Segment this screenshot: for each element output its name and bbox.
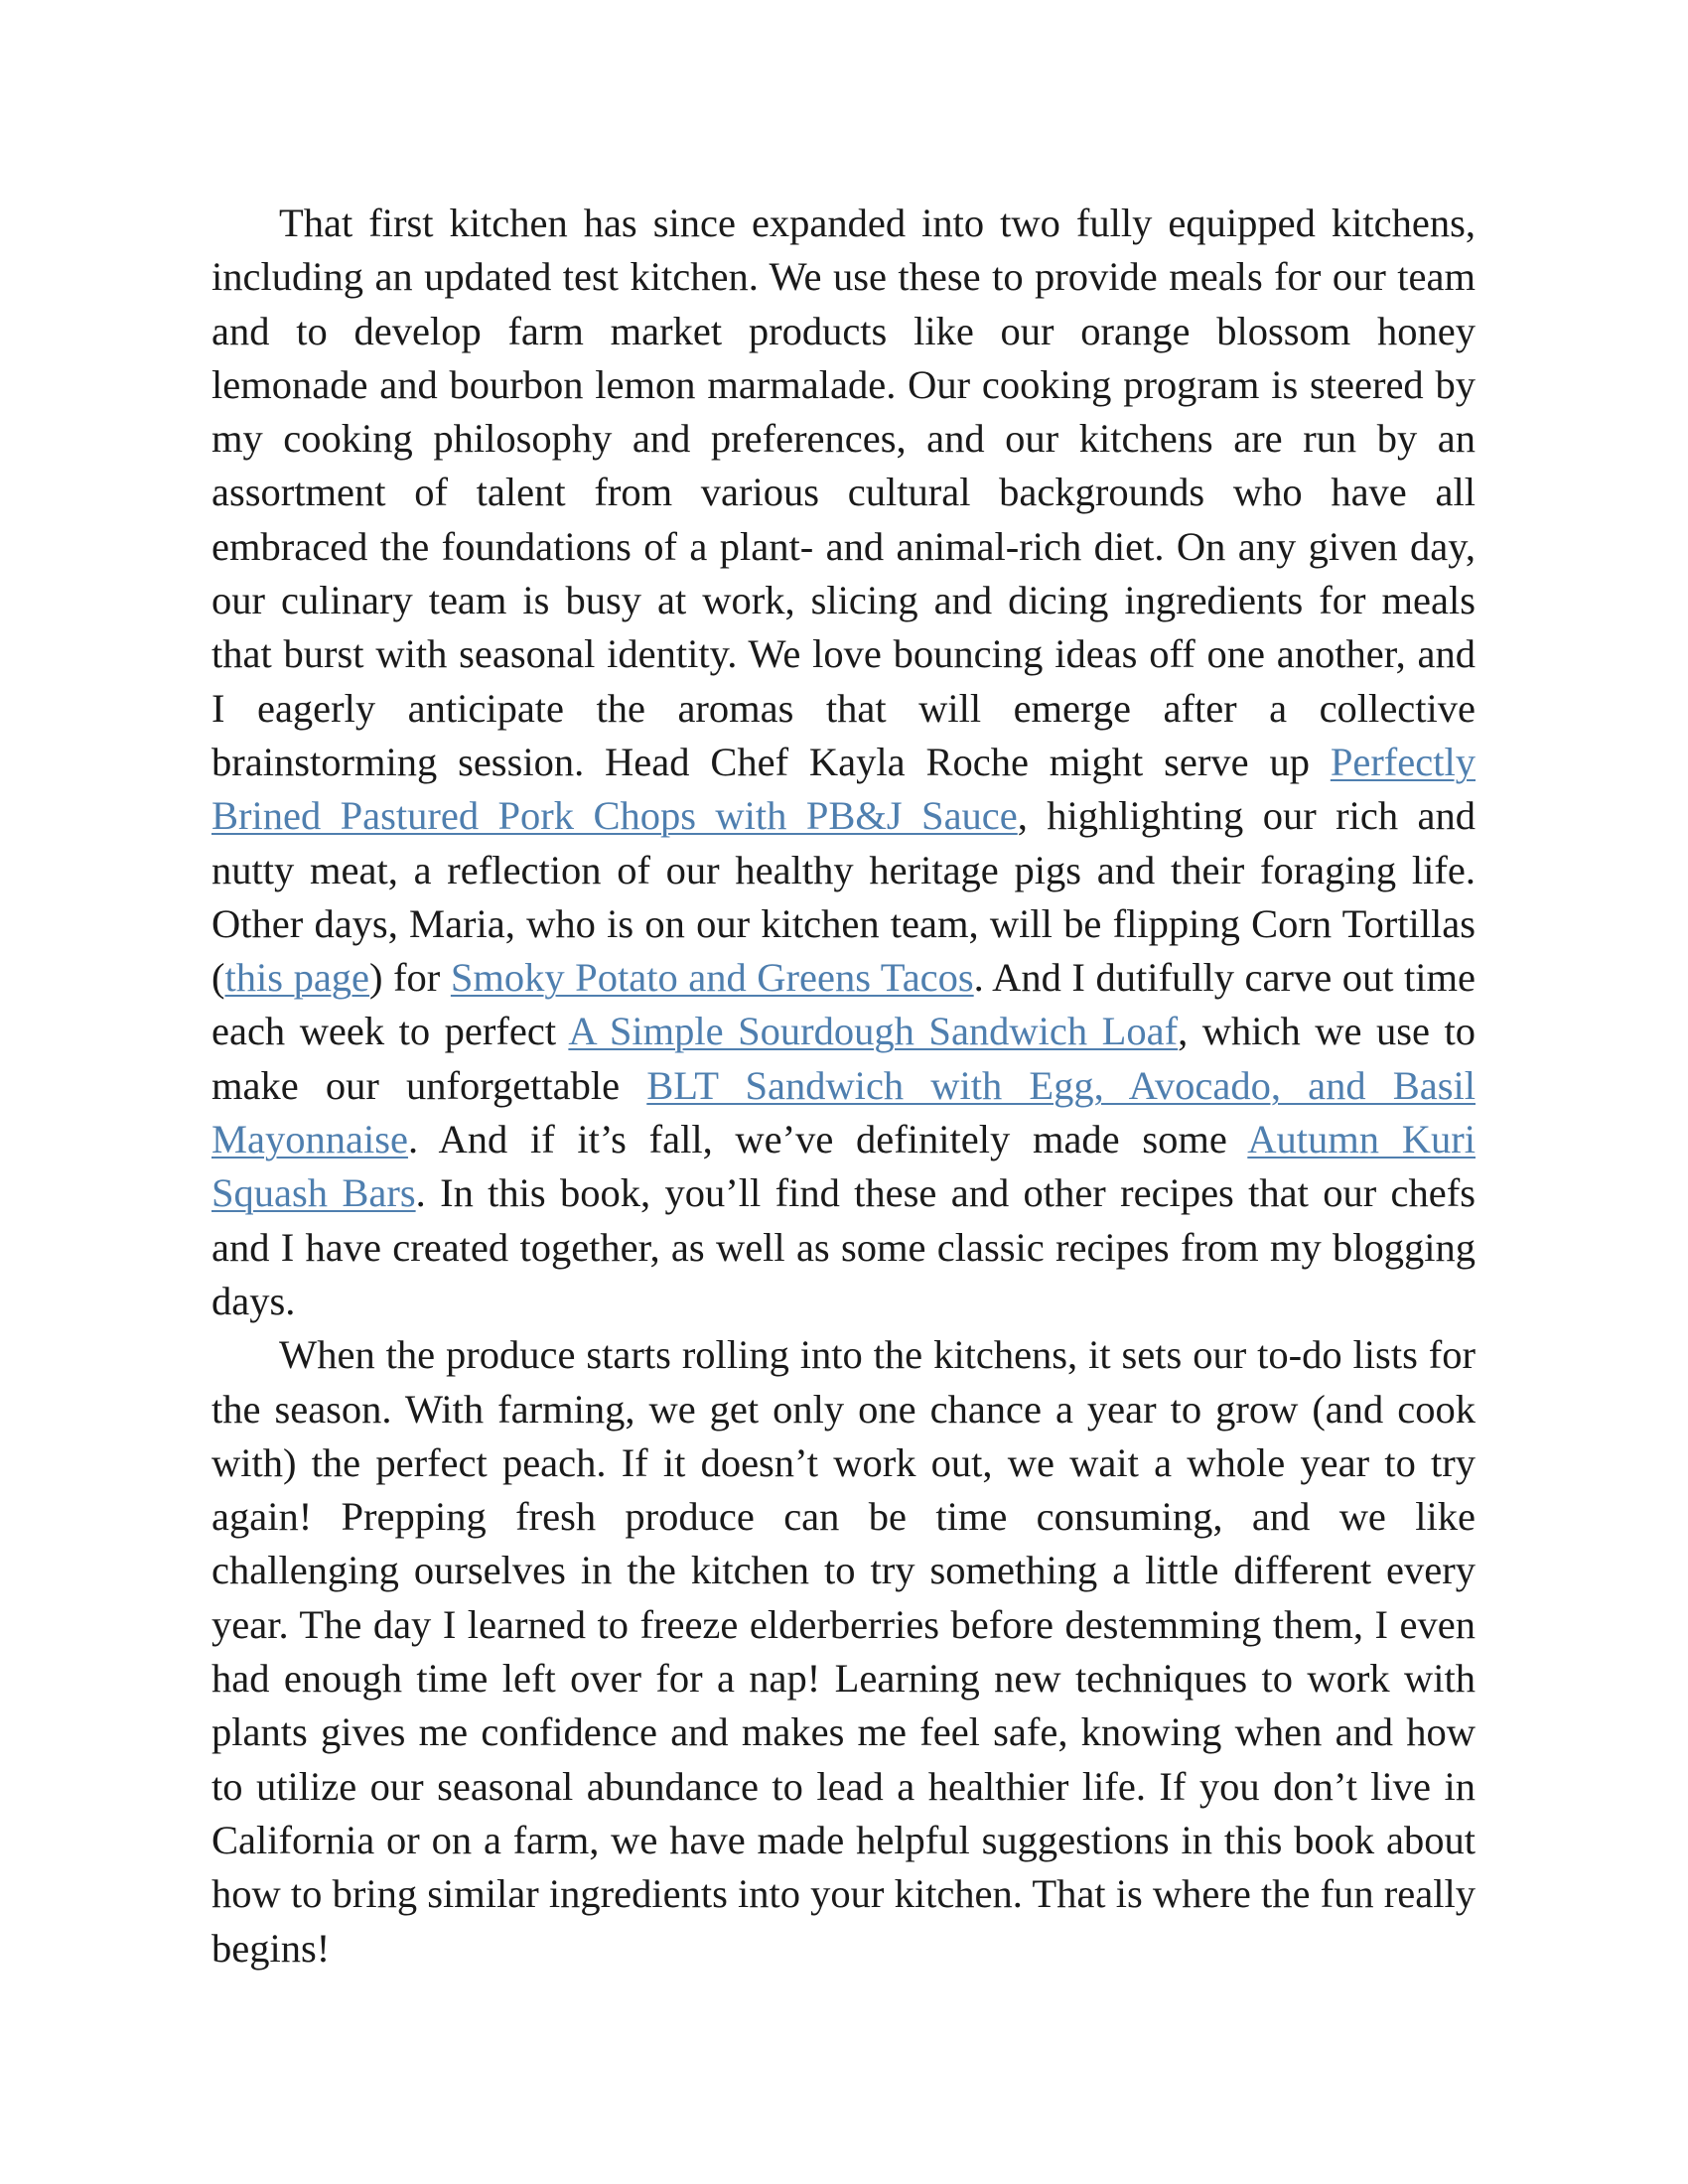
link-squash-bars-recipe[interactable]: Autumn Kuri Squash Bars: [211, 1117, 1476, 1216]
text-run: , highlighting our rich and nutty meat, a reflection of our healthy heritage pigs and their foraging life. Other days, Maria, who is on our kitchen team, will be flipping Corn Tortillas (: [211, 793, 1476, 1001]
text-run: ) for: [369, 955, 451, 1001]
paragraph-1: [211, 197, 1476, 1328]
text-run: . In this book, you’ll find these and other recipes that our chefs and I have created together, as well as some classic recipes from my blogging days.: [211, 1170, 1477, 1323]
link-blt-recipe[interactable]: BLT Sandwich with Egg, Avocado, and Basil Mayonnaise: [211, 1062, 1476, 1162]
document-page: [211, 197, 1476, 1976]
link-tacos-recipe[interactable]: Smoky Potato and Greens Tacos: [450, 955, 974, 1001]
text-run: , which we use to make our unforgettable: [211, 1009, 1476, 1108]
text-run: That first kitchen has since expanded into two fully equipped kitchens, including an updated test kitchen. We use these to provide meals for our team and to develop farm market products like our orange blossom honey lemonade and bourbon lemon marmalade. Our cooking program is steered by my cooking philosophy and preferences, and our kitchens are run by an assortment of talent from various cultural backgrounds who have all embraced the foundations of a plant- and animal-rich diet. On any given day, our culinary team is busy at work, slicing and dicing ingredients for meals that burst with seasonal identity. We love bouncing ideas off one another, and I eagerly anticipate the aromas that will emerge after a collective brainstorming session. Head Chef Kayla Roche might serve up: [211, 201, 1476, 784]
link-pork-chops-recipe[interactable]: Perfectly Brined Pastured Pork Chops with PB&J Sauce: [211, 739, 1476, 839]
paragraph-2: [211, 1328, 1476, 1976]
text-run: . And if it’s fall, we’ve definitely made some: [407, 1117, 1248, 1162]
text-run: When the produce starts rolling into the kitchens, it sets our to-do lists for the season. With farming, we get only one chance a year to grow (and cook with) the perfect peach. If it doesn’t work out, we wait a whole year to try again! Prepping fresh produce can be time consuming, and we like challenging ourselves in the kitchen to try something a little different every year. The day I learned to freeze elderberries before destemming them, I even had enough time left over for a nap! Learning new techniques to work with plants gives me confidence and makes me feel safe, knowing when and how to utilize our seasonal abundance to lead a healthier life. If you don’t live in California or on a farm, we have made helpful suggestions in this book about how to bring similar ingredients into your kitchen. That is where the fun really begins!: [211, 1332, 1476, 1971]
link-this-page[interactable]: this page: [224, 955, 370, 1001]
link-sourdough-recipe[interactable]: A Simple Sourdough Sandwich Loaf: [568, 1009, 1179, 1054]
text-run: . And I dutifully carve out time each week to perfect: [211, 955, 1477, 1054]
